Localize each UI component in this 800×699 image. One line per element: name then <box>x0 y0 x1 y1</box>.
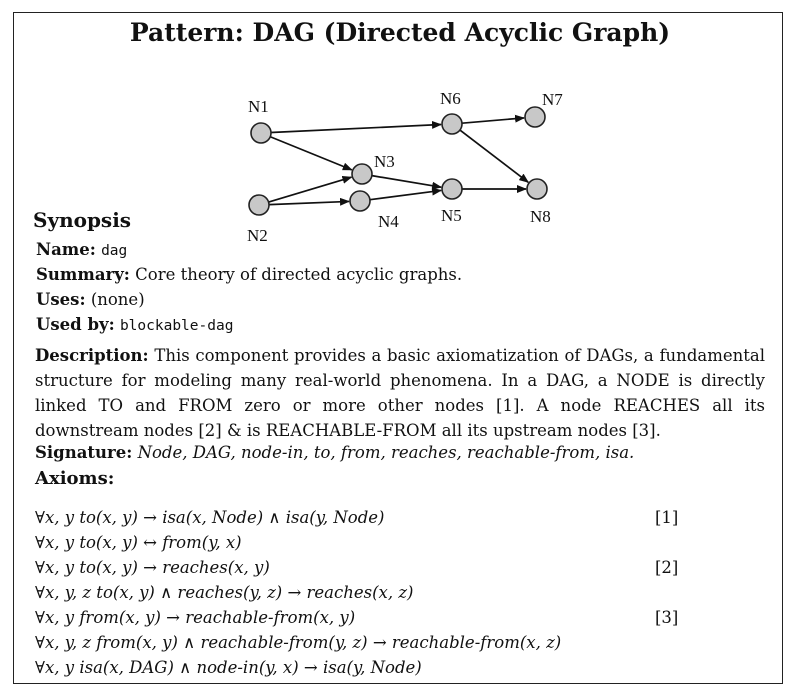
signature-text: Node, DAG, node-in, to, from, reaches, reachable-from, isa. <box>137 443 635 462</box>
node-label-n7: N7 <box>542 90 563 109</box>
node-label-n6: N6 <box>440 89 461 108</box>
name-field <box>36 240 127 259</box>
edge-n1-n6 <box>271 125 441 133</box>
used-by-field <box>36 315 233 334</box>
axiom-ref: [1] <box>655 508 679 527</box>
node-label-n2: N2 <box>247 226 268 245</box>
summary-field <box>36 265 462 284</box>
node-n7 <box>525 107 545 127</box>
uses-label: Uses: <box>36 290 86 309</box>
description-label: Description: <box>35 346 149 365</box>
axiom-ref: [3] <box>655 608 679 627</box>
edge-n2-n3 <box>269 177 352 202</box>
node-label-n8: N8 <box>530 207 551 226</box>
description <box>35 343 765 443</box>
uses-field <box>36 290 145 309</box>
node-label-n3: N3 <box>374 152 395 171</box>
node-n5 <box>442 179 462 199</box>
name-label: Name: <box>36 240 96 259</box>
axioms-heading: Axioms: <box>35 468 115 489</box>
edge-n2-n4 <box>269 201 349 204</box>
edge-n4-n5 <box>370 190 441 199</box>
used-by-label: Used by: <box>36 315 115 334</box>
axiom-line: ∀x, y to(x, y) → isa(x, Node) ∧ isa(y, Node) <box>35 508 385 527</box>
description-text: This component provides a basic axiomatization of DAGs, a fundamental structure for modeling many real-world phenomena. In a DAG, a NODE is directly linked TO and FROM zero or more other nodes [1]. A node REACHES all its downstream nodes [2] & is REACHABLE-FROM all its upstream nodes [3]. <box>35 346 765 440</box>
axiom-line: ∀x, y to(x, y) → reaches(x, y) <box>35 558 270 577</box>
axiom-line: ∀x, y to(x, y) ↔ from(y, x) <box>35 533 242 552</box>
uses-value: (none) <box>90 290 145 309</box>
axiom-ref: [2] <box>655 558 679 577</box>
node-label-n5: N5 <box>441 206 462 225</box>
edge-n6-n7 <box>462 118 524 123</box>
page-title: Pattern: DAG (Directed Acyclic Graph) <box>129 18 671 47</box>
used-by-value: blockable-dag <box>119 318 234 334</box>
axiom-line: ∀x, y isa(x, DAG) ∧ node-in(y, x) → isa(y, Node) <box>35 658 422 677</box>
node-n1 <box>251 123 271 143</box>
axiom-line: ∀x, y, z to(x, y) ∧ reaches(y, z) → reaches(x, z) <box>35 583 414 602</box>
summary-label: Summary: <box>36 265 130 284</box>
node-n2 <box>249 195 269 215</box>
node-n6 <box>442 114 462 134</box>
synopsis-heading: Synopsis <box>33 208 132 232</box>
node-n4 <box>350 191 370 211</box>
summary-value: Core theory of directed acyclic graphs. <box>135 265 463 284</box>
name-value: dag <box>101 243 128 259</box>
node-n8 <box>527 179 547 199</box>
node-label-n1: N1 <box>248 97 269 116</box>
edge-n6-n8 <box>460 130 528 182</box>
signature <box>35 443 634 462</box>
node-label-n4: N4 <box>378 212 399 231</box>
axiom-line: ∀x, y from(x, y) → reachable-from(x, y) <box>35 608 356 627</box>
axiom-line: ∀x, y, z from(x, y) ∧ reachable-from(y, z) → reachable-from(x, z) <box>35 633 562 652</box>
signature-label: Signature: <box>35 443 133 462</box>
node-n3 <box>352 164 372 184</box>
edge-n1-n3 <box>270 137 352 170</box>
edge-n3-n5 <box>372 176 441 188</box>
